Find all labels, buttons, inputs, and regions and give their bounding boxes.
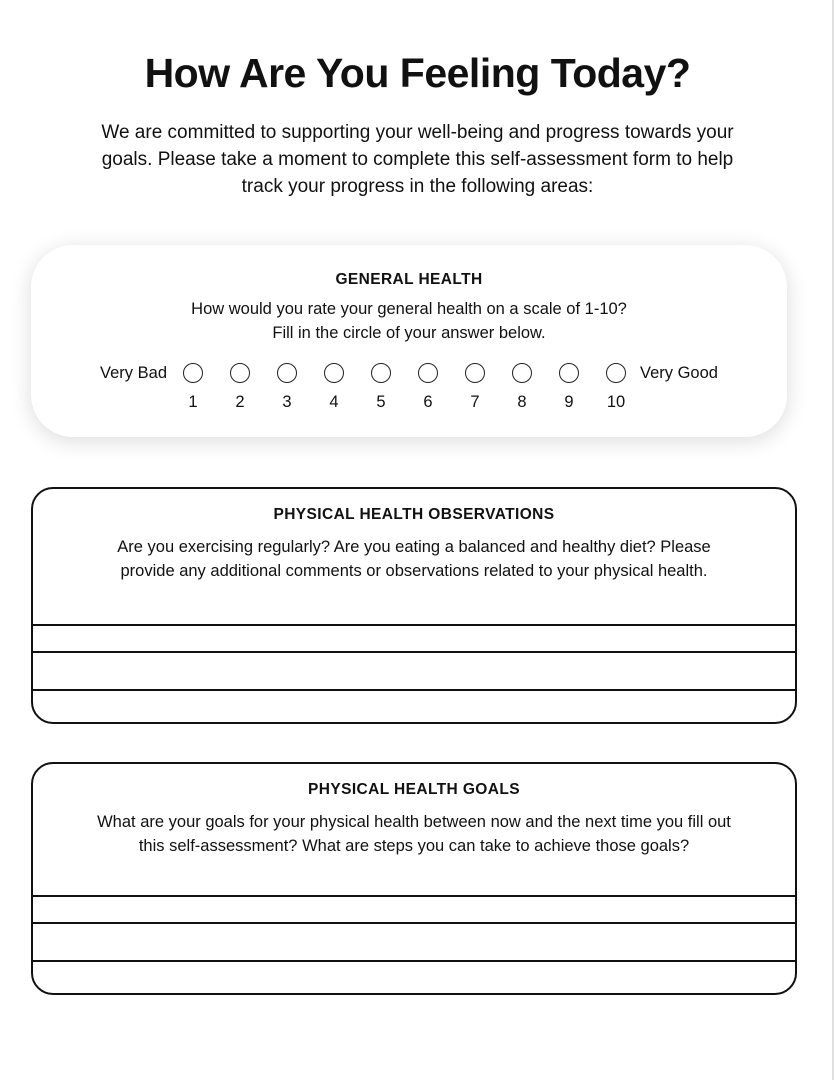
rating-circle-10[interactable]	[606, 363, 626, 383]
prompt-line: Are you exercising regularly? Are you eating a balanced and healthy diet? Please	[117, 538, 711, 556]
rating-circle-7[interactable]	[465, 363, 485, 383]
scale-max-label: Very Good	[640, 364, 718, 382]
physical-health-observations-card	[31, 487, 797, 724]
general-health-instruction: Fill in the circle of your answer below.	[272, 324, 546, 342]
rating-option-10	[606, 363, 626, 412]
rating-circle-3[interactable]	[277, 363, 297, 383]
rating-circle-8[interactable]	[512, 363, 532, 383]
rating-option-5	[371, 363, 391, 412]
answer-line-1[interactable]	[33, 895, 795, 922]
page-title: How Are You Feeling Today?	[144, 50, 691, 96]
rating-number: 8	[517, 393, 527, 411]
physical-health-goals-prompt	[33, 811, 795, 858]
intro-line: goals. Please take a moment to complete this self-assessment form to help	[101, 149, 734, 170]
prompt-line: this self-assessment? What are steps you can take to achieve those goals?	[138, 836, 690, 855]
general-health-question: How would you rate your general health on a scale of 1-10?	[191, 300, 627, 318]
rating-option-3	[277, 363, 297, 412]
rating-option-9	[559, 363, 579, 412]
rating-scale	[31, 363, 787, 412]
rating-number: 4	[329, 393, 339, 411]
answer-line-3[interactable]	[33, 960, 795, 993]
rating-circle-4[interactable]	[324, 363, 344, 383]
rating-number: 3	[282, 393, 292, 411]
rating-number: 2	[235, 393, 245, 411]
rating-circle-9[interactable]	[559, 363, 579, 383]
prompt-line: provide any additional comments or observations related to your physical health.	[120, 561, 708, 580]
rating-option-7	[465, 363, 485, 412]
prompt-line: What are your goals for your physical health between now and the next time you fill out	[97, 813, 731, 831]
physical-health-observations-prompt	[33, 536, 795, 583]
rating-options	[183, 363, 626, 412]
intro-line: track your progress in the following areas:	[241, 176, 594, 197]
rating-circle-1[interactable]	[183, 363, 203, 383]
rating-number: 6	[423, 393, 433, 411]
goals-answer-area	[33, 895, 795, 993]
rating-circle-5[interactable]	[371, 363, 391, 383]
physical-health-observations-title: PHYSICAL HEALTH OBSERVATIONS	[273, 506, 555, 523]
rating-option-8	[512, 363, 532, 412]
physical-health-goals-title: PHYSICAL HEALTH GOALS	[308, 781, 520, 798]
intro-text	[0, 119, 835, 200]
intro-line: We are committed to supporting your well-being and progress towards your	[101, 122, 734, 143]
rating-number: 7	[470, 393, 480, 411]
rating-option-1	[183, 363, 203, 412]
rating-circle-6[interactable]	[418, 363, 438, 383]
rating-number: 1	[188, 393, 198, 411]
answer-line-3[interactable]	[33, 689, 795, 722]
answer-line-1[interactable]	[33, 624, 795, 651]
rating-number: 9	[564, 393, 574, 411]
answer-line-2[interactable]	[33, 651, 795, 689]
rating-option-2	[230, 363, 250, 412]
general-health-card	[31, 245, 787, 437]
rating-option-6	[418, 363, 438, 412]
answer-line-2[interactable]	[33, 922, 795, 960]
physical-health-goals-card	[31, 762, 797, 995]
rating-number: 5	[376, 393, 386, 411]
rating-circle-2[interactable]	[230, 363, 250, 383]
scale-min-label: Very Bad	[100, 364, 167, 382]
observations-answer-area	[33, 624, 795, 722]
rating-option-4	[324, 363, 344, 412]
general-health-title: GENERAL HEALTH	[335, 271, 483, 288]
rating-number: 10	[606, 393, 626, 411]
